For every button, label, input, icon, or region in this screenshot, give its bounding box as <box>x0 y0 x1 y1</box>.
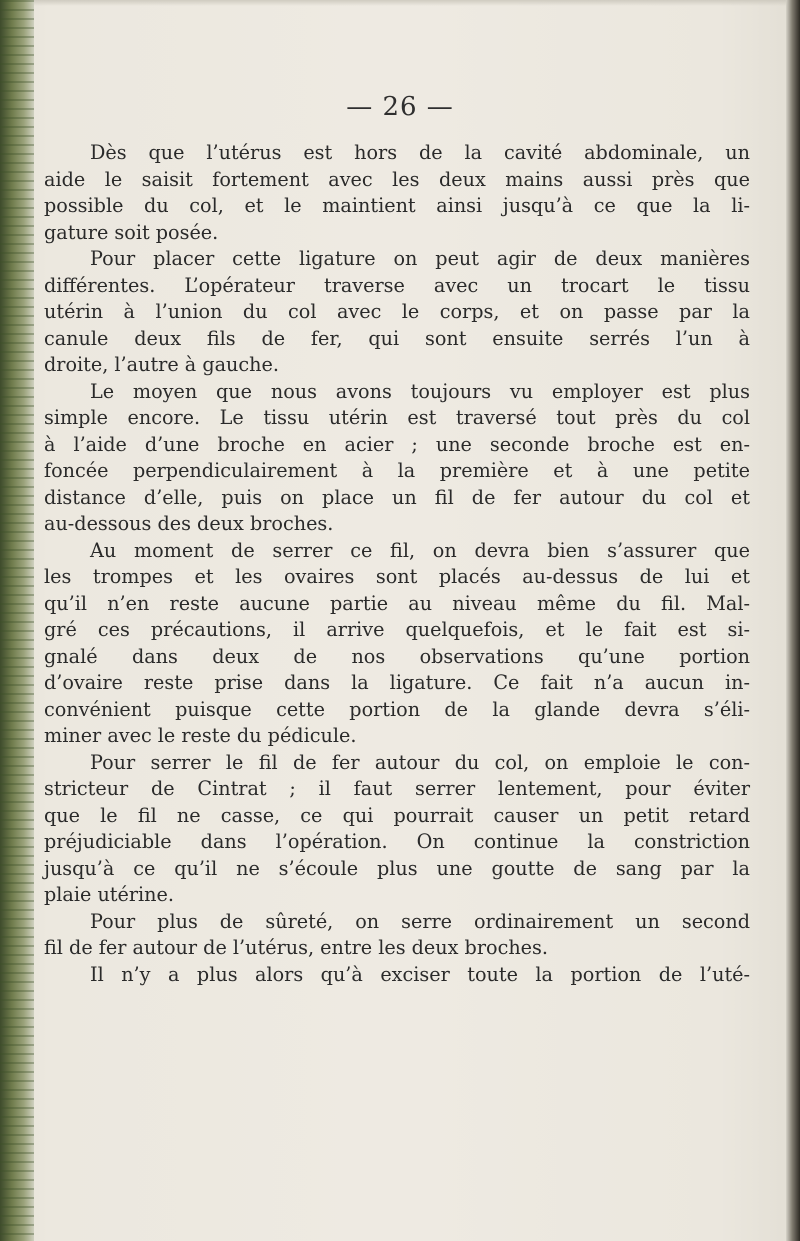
body-text <box>44 140 750 988</box>
text-line: gré ces précautions, il arrive quelquefois, et le fait est si- <box>44 618 750 641</box>
text-line: stricteur de Cintrat ; il faut serrer lentement, pour éviter <box>44 777 750 800</box>
book-binding <box>0 0 34 1241</box>
text-line: miner avec le reste du pédicule. <box>44 724 357 747</box>
page-number: — 26 — <box>346 92 454 122</box>
text-line: différentes. L’opérateur traverse avec un trocart le tissu <box>44 273 750 297</box>
text-line: Le moyen que nous avons toujours vu employer est plus <box>90 379 750 403</box>
text-line: Il n’y a plus alors qu’à exciser toute la portion de l’uté- <box>90 962 750 986</box>
text-line: plaie utérine. <box>44 883 174 906</box>
text-line: à l’aide d’une broche en acier ; une seconde broche est en- <box>44 432 750 456</box>
text-line: qu’il n’en reste aucune partie au niveau même du fil. Mal- <box>44 591 750 615</box>
page-top-edge <box>34 0 786 6</box>
text-line: Dès que l’utérus est hors de la cavité abdominale, un <box>90 141 750 164</box>
text-line: possible du col, et le maintient ainsi jusqu’à ce que la li- <box>44 194 750 217</box>
text-line: les trompes et les ovaires sont placés au-dessus de lui et <box>44 565 750 588</box>
text-line: préjudiciable dans l’opération. On continue la constriction <box>44 830 750 853</box>
text-line: utérin à l’union du col avec le corps, et on passe par la <box>44 300 750 323</box>
text-line: canule deux fils de fer, qui sont ensuite serrés l’un à <box>44 326 750 350</box>
text-line: Pour placer cette ligature on peut agir de deux manières <box>90 247 750 270</box>
text-line: gature soit posée. <box>44 220 219 244</box>
text-line: Pour serrer le fil de fer autour du col, on emploie le con- <box>90 750 750 774</box>
text-line: jusqu’à ce qu’il ne s’écoule plus une goutte de sang par la <box>44 856 750 880</box>
text-line: au-dessous des deux broches. <box>44 512 334 535</box>
text-line: d’ovaire reste prise dans la ligature. Ce fait n’a aucun in- <box>44 671 750 694</box>
text-line: convénient puisque cette portion de la glande devra s’éli- <box>44 697 750 721</box>
page-right-edge <box>786 0 800 1241</box>
text-line: distance d’elle, puis on place un fil de fer autour du col et <box>44 485 750 509</box>
text-line: fil de fer autour de l’utérus, entre les deux broches. <box>44 936 548 959</box>
text-line: que le fil ne casse, ce qui pourrait causer un petit retard <box>44 803 750 827</box>
text-line: gnalé dans deux de nos observations qu’une portion <box>44 644 750 668</box>
text-line: aide le saisit fortement avec les deux mains aussi près que <box>44 167 750 191</box>
text-line: Pour plus de sûreté, on serre ordinairement un second <box>90 909 750 933</box>
text-line: droite, l’autre à gauche. <box>44 353 279 376</box>
text-line: foncée perpendiculairement à la première et à une petite <box>44 459 750 482</box>
text-line: simple encore. Le tissu utérin est traversé tout près du col <box>44 406 750 429</box>
text-line: Au moment de serrer ce fil, on devra bien s’assurer que <box>90 538 750 562</box>
